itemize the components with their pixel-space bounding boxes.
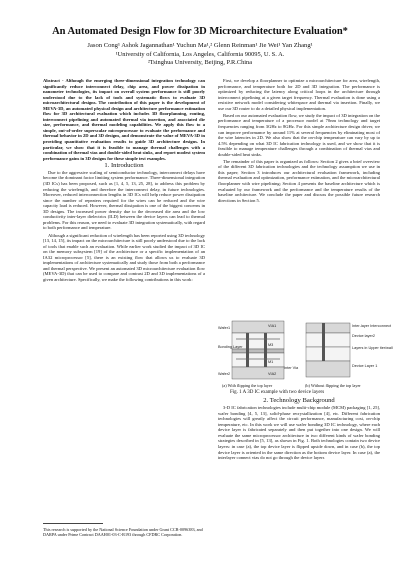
upper-device-block (306, 323, 350, 333)
right-paragraph-2: Based on our automated evaluation flow, we study the impact of 3D integration on the performance and temperature of a processor model at 70nm technology and target frequencies ranging from 3GHz to 8GHz. For this simple architecture design driver, we can improve performance by around 11% at several frequencies by eliminating most of the wire latencies in 2D. We also show that the on-chip temperature can vary by up to 4.5% depending on what 3D IC fabrication technology is used, and we show that it is feasible to manage temperature challenges through a combination of thermal vias and double-sided heat sinks. (218, 112, 380, 157)
label-thermal-via: Inter Via (284, 366, 299, 370)
figure-1-diagram (218, 317, 393, 381)
via-1-shape (246, 333, 249, 367)
abstract: Abstract - Although the emerging three-dimensional integration technology can significantly reduce interconnect delay, chip area, and power dissipation in nanometer technologies, its impact on overall system performance is still poorly understood due to the lack of tools and systematic flows to evaluate 3D microarchitectural designs. The contribution of this paper is the development of MEVA-3D, an automated physical design and architecture performance estimation flow for 3D architectural evaluation which includes 3D floorplanning, routing, interconnect pipelining and automated thermal via insertion, and associated die size, performance, and thermal modeling capabilities. We apply this flow to a simple, out-of-order superscalar microprocessor to evaluate the performance and thermal behavior in 2D and 3D designs, and demonstrate the value of MEVA-3D in providing quantitative evaluation results to guide 3D architecture designs. In particular, we show that it is feasible to manage thermal challenges with a combination of thermal vias and double-sided heat sinks, and report modest system performance gains in 3D designs for these simple test examples. (43, 78, 205, 161)
affiliation-1: ¹University of California, Los Angeles, California 90095, U. S. A. (115, 51, 285, 58)
right-paragraph-4: 3-D IC fabrication technologies include multi-chip module (MCM) packaging [1, 25], wafer bonding [4, 5, 13], solid-phase recrystallization [4], etc. Different fabrication technologies will greatly affect the circuit performance, manufacturing cost, on-chip temperature, etc. In this work we will use wafer bonding 3D IC technology, where each device layer is fabricated separately and then put together into one design. We will evaluate the same microprocessor architecture in two different kinds of wafer bonding strategies described in [5, 13], as shown in Fig. 1. Both technologies contain two device layers: in case (a), the top device layer is flipped upside down, and in case (b), the top device layer is oriented in the same direction as the bottom device layer. In case (a), the interlayer connect vias do not go through the device layers (218, 405, 380, 461)
label-via1: VIA1 (268, 324, 277, 328)
label-m3: M3 (268, 343, 274, 347)
diagram-b (284, 323, 393, 377)
label-interlayer: Inter-layer Interconnect (352, 324, 392, 328)
label-device-layer: Device layer2 (352, 334, 376, 338)
via-2-shape (264, 333, 267, 367)
lower-metal-block-b (306, 347, 350, 361)
upper-metal-block (306, 333, 350, 347)
footnote-rule (43, 523, 103, 524)
bonding-layer-block (232, 349, 284, 353)
label-wafer1: Wafer1 (218, 326, 231, 330)
label-wafer2: Wafer2 (218, 372, 231, 376)
right-column-bottom (218, 398, 380, 462)
left-column (43, 78, 205, 284)
right-paragraph-3: The remainder of this paper is organized as follows: Section 2 gives a brief overview of the different 3D fabrication technologies and the technology assumption we use in this paper; Section 3 introduces our architectural evaluation framework, including thermal evaluation and optimization, performance estimation, and the microarchitectural floorplanner with wire pipelining; Section 4 presents the baseline architecture which is evaluated by our framework and the performance and the temperature results of the baseline architecture. We conclude the paper and discuss the possible future research directions in Section 5. (218, 158, 380, 203)
intro-paragraph-2: Although a significant reduction of wirelength has been reported using 3D technology [13, 14, 15], its impact on the microarchitecture is still poorly understood due to the lack of tools that enable such an evaluation. While earlier work studied the impact of 3D IC on the memory subsystem [19] of the architecture or a specific implementation of an IA32 microprocessor [5], there is an existing flow that allows us to evaluate 3D implementations of architecture systematically and study those from both a performance and thermal perspective. We present an automated 3D microarchitecture evaluation flow (MEVA-3D) that can be used to compare and contrast 2D and 3D implementations of a given architecture. Specifically, we make the following contributions in this work: (43, 232, 205, 282)
affiliation-2: ²Tsinghua University, Beijing, P.R.China (147, 59, 253, 66)
lower-device-block (306, 361, 350, 377)
paper-title: An Automated Design Flow for 3D Microarchitecture Evaluation* (52, 26, 348, 37)
label-m1: M1 (268, 360, 274, 364)
section-2-heading: 2. Technology Background (263, 397, 335, 404)
diagram-a (218, 321, 284, 379)
interlayer-via-shape (322, 323, 325, 361)
right-paragraph-1: First, we develop a floorplanner to optimize a microarchitecture for area, wirelength, performance, and temperature both for 2D and 3D integration. The performance is optimized by reducing the latency along critical loops in the architecture through interconnect pipelining at a given target frequency. Thermal evaluation is done using a resistive network model considering whitespace and thermal via insertion. Finally, we use our 3D router to do a detailed physical implementation. (218, 78, 380, 111)
label-device-layer-1: Device Layer 1 (352, 364, 378, 368)
figure-caption: Fig. 1 A 3D IC example with two device layers (230, 390, 325, 395)
author-list: Jason Cong¹ Ashok Jagannathan¹ Yuchun Ma¹,² Glenn Reinman¹ Jie Wei¹ Yan Zhang¹ (87, 42, 313, 49)
intro-paragraph-1: Due to the aggressive scaling of semiconductor technology, interconnect delays have become the dominant factor limiting system performance. Three-dimensional integration (3D ICs) has been proposed, such as [1, 4, 5, 13, 25, 28], to address this problem by reducing the wirelength, and therefore the interconnect delay, in future technologies. Moreover, reduced interconnection lengths in 3D ICs will help reduce power dissipation since the number of repeaters required for the wires can be reduced and the wire capacity load is reduced. However, thermal dissipation is one of the biggest concerns in 3D designs. The increased power density due to the decreased die area and the low conductivity inter-layer dielectrics (ILD) between the device layers can lead to thermal problems. For this reason, we need to evaluate 3D integration systematically, with regard to both performance and temperature. (43, 169, 205, 231)
label-via2: VIA2 (268, 372, 277, 376)
label-bonding: Bonding Layer (218, 345, 243, 349)
right-column-top (218, 78, 380, 205)
label-layers-top: Layers in Upper tier/wall (352, 346, 393, 350)
subcaption-a: (a) With flipping the top layer (222, 383, 273, 388)
section-1-heading: 1. Introduction (104, 161, 144, 169)
subcaption-b: (b) Without flipping the top layer (305, 383, 361, 388)
lower-metal-block (232, 353, 284, 367)
footnote: This research is supported by the National Science Foundation under Grant CCR-0096383, and DARPA under Prime Contract DAAH01-03-C-R193 through CFDRC Corporation. (43, 527, 203, 537)
